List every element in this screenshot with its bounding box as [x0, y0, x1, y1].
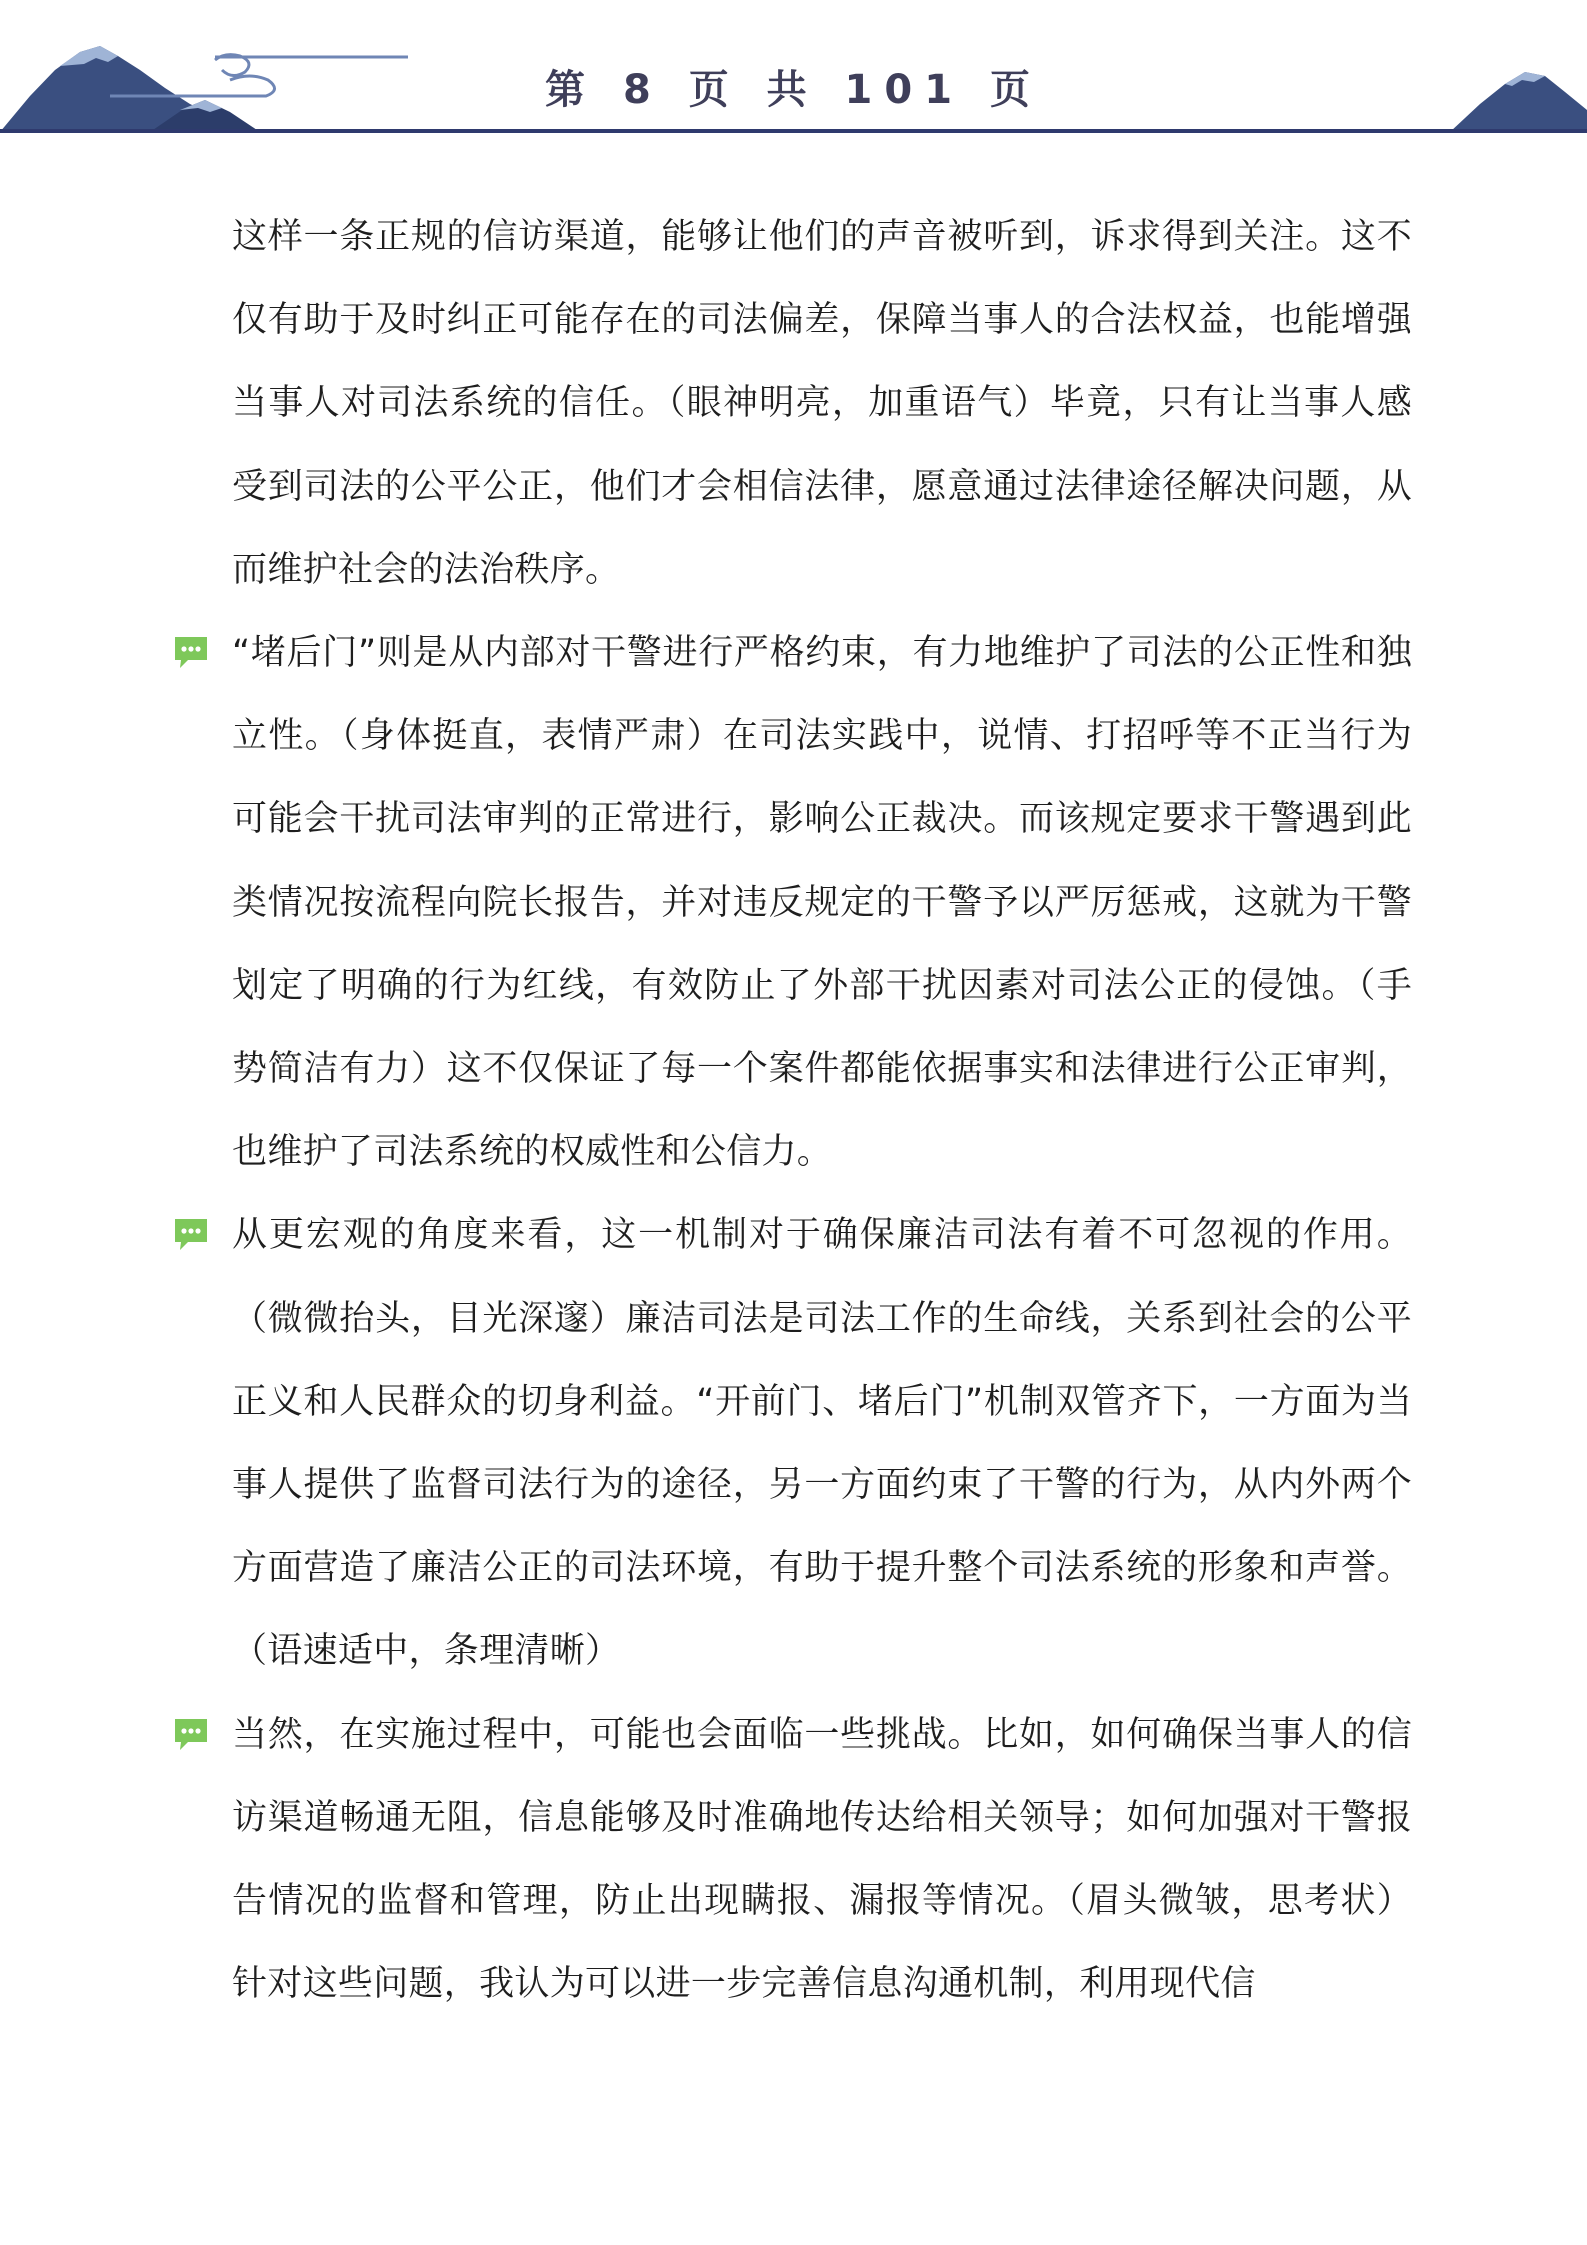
paragraph-text: “堵后门”则是从内部对干警进行严格约束，有力地维护了司法的公正性和独立性。（身体挺直，表情严肃）在司法实践中，说情、打招呼等不正当行为可能会干扰司法审判的正常进行，影响公正裁决。而该规定要求干警遇到此类情况按流程向院长报告，并对违反规定的干警予以严厉惩戒，这就为干警划定了明确的行为红线，有效防止了外部干扰因素对司法公正的侵蚀。（手势简洁有力）这不仅保证了每一个案件都能依据事实和法律进行公正审判，也维护了司法系统的权威性和公信力。 [232, 633, 1412, 1173]
paragraph-text: 当然，在实施过程中，可能也会面临一些挑战。比如，如何确保当事人的信访渠道畅通无阻，信息能够及时准确地传达给相关领导；如何加强对干警报告情况的监督和管理，防止出现瞒报、漏报等情况。（眉头微皱，思考状）针对这些问题，我认为可以进一步完善信息沟通机制，利用现代信 [232, 1714, 1412, 2005]
paragraph-text: 这样一条正规的信访渠道，能够让他们的声音被听到，诉求得到关注。这不仅有助于及时纠正可能存在的司法偏差，保障当事人的合法权益，也能增强当事人对司法系统的信任。（眼神明亮，加重语气）毕竟，只有让当事人感受到司法的公平公正，他们才会相信法律，愿意通过法律途径解决问题，从而维护社会的法治秩序。 [232, 217, 1412, 590]
page-number: 第 8 页 共 101 页 [545, 67, 1042, 113]
paragraph-1 [232, 196, 1412, 612]
paragraph-2 [232, 612, 1412, 1194]
comment-bubble-icon [172, 1216, 210, 1252]
paragraph-text: 从更宏观的角度来看，这一机制对于确保廉洁司法有着不可忽视的作用。（微微抬头，目光深邃）廉洁司法是司法工作的生命线，关系到社会的公平正义和人民群众的切身利益。“开前门、堵后门”机制双管齐下，一方面为当事人提供了监督司法行为的途径，另一方面约束了干警的行为，从内外两个方面营造了廉洁公正的司法环境，有助于提升整个司法系统的形象和声誉。（语速适中，条理清晰） [232, 1215, 1412, 1672]
page-header [0, 0, 1587, 140]
comment-bubble-icon [172, 1716, 210, 1752]
document-body [232, 196, 1412, 2026]
paragraph-4 [232, 1694, 1412, 2027]
paragraph-3 [232, 1194, 1412, 1693]
comment-bubble-icon [172, 634, 210, 670]
